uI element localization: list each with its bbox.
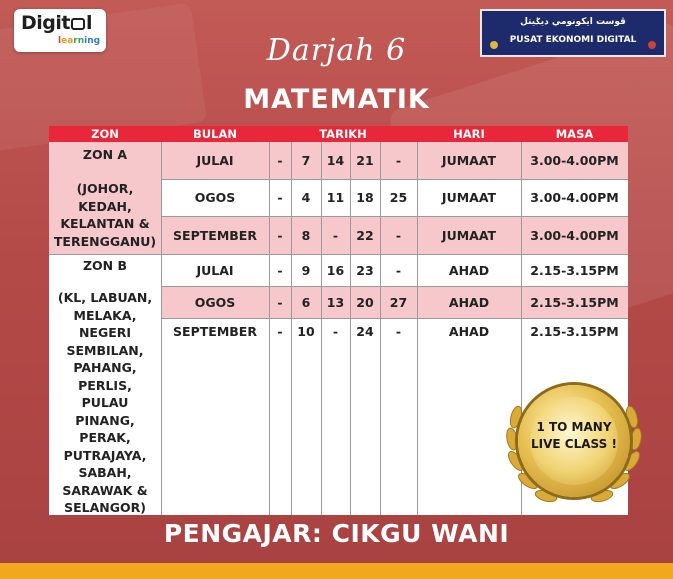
cell-date: -	[395, 262, 402, 278]
cell-bulan: SEPTEMBER	[173, 323, 257, 339]
header-zon: ZON	[91, 127, 119, 141]
logo-wordmark: Digit l	[21, 12, 92, 34]
grade-title: Darjah 6	[266, 33, 407, 68]
cell-date: -	[332, 323, 339, 339]
cell-date: -	[277, 262, 283, 278]
cell-date: 4	[301, 190, 311, 205]
cell-date: -	[332, 227, 339, 243]
cell-date: 20	[356, 294, 374, 310]
cell-bulan: JULAI	[196, 262, 234, 278]
zone-b-name: ZON B	[82, 258, 128, 273]
cell-date: 23	[356, 262, 374, 278]
cell-date: -	[395, 323, 402, 339]
bottom-bar	[0, 563, 673, 579]
teacher-label: PENGAJAR: CIKGU WANI	[163, 519, 510, 548]
cell-hari: JUMAAT	[441, 153, 497, 168]
header-tarikh: TARIKH	[319, 127, 367, 141]
cell-bulan: OGOS	[194, 190, 236, 205]
cell-date: 14	[326, 153, 345, 168]
laptop-icon	[71, 18, 85, 30]
cell-date: 27	[389, 294, 408, 310]
cell-masa: 3.00-4.00PM	[530, 190, 619, 205]
logo-subtitle: learning	[58, 36, 101, 46]
header-masa: MASA	[555, 127, 594, 141]
zone-b-states: (KL, LABUAN, MELAKA, NEGERI SEMBILAN, PAHANG, PERLIS, PULAU PINANG, PERAK, PUTRAJAYA, SABAH, SARAWAK & SELANGOR)	[57, 290, 153, 515]
header-bulan: BULAN	[193, 127, 237, 141]
cell-date: -	[277, 153, 283, 168]
header-hari: HARI	[453, 127, 485, 141]
cell-masa: 2.15-3.15PM	[530, 294, 619, 310]
cell-date: -	[395, 153, 402, 168]
cell-date: 8	[301, 227, 311, 243]
cell-date: -	[277, 294, 283, 310]
cell-date: 6	[301, 294, 311, 310]
cell-date: 24	[356, 323, 374, 339]
cell-date: 11	[326, 190, 345, 205]
cell-bulan: SEPTEMBER	[173, 227, 257, 243]
cell-date: 7	[301, 153, 311, 168]
cell-masa: 3.00-4.00PM	[530, 153, 619, 168]
cell-date: 18	[356, 190, 374, 205]
medal-line-1: 1 TO MANY	[536, 420, 612, 434]
cell-date: 10	[297, 323, 315, 339]
cell-hari: JUMAAT	[441, 190, 497, 205]
cell-date: -	[277, 227, 283, 243]
cell-hari: AHAD	[448, 323, 490, 339]
cell-hari: JUMAAT	[441, 227, 497, 243]
cell-date: 16	[326, 262, 345, 278]
badge-arabic-text: ڤوست ايكونومي ديݢيتل	[520, 17, 626, 27]
cell-date: -	[277, 190, 283, 205]
badge-title: PUSAT EKONOMI DIGITAL	[509, 35, 637, 45]
subject-title: MATEMATIK	[243, 84, 430, 115]
cell-bulan: JULAI	[196, 153, 234, 168]
live-class-medal	[494, 369, 654, 519]
cell-hari: AHAD	[448, 262, 490, 278]
cell-date: 9	[301, 262, 311, 278]
cell-bulan: OGOS	[194, 294, 236, 310]
cell-date: 13	[326, 294, 345, 310]
cell-date: 21	[356, 153, 374, 168]
cell-date: 22	[356, 227, 374, 243]
cell-masa: 2.15-3.15PM	[530, 323, 619, 339]
cell-masa: 2.15-3.15PM	[530, 262, 619, 278]
zone-a-states: (JOHOR, KEDAH, KELANTAN & TERENGGANU)	[53, 181, 157, 249]
medal-line-2: LIVE CLASS !	[531, 437, 617, 451]
cell-date: -	[395, 227, 402, 243]
cell-hari: AHAD	[448, 294, 490, 310]
cell-date: 25	[389, 190, 408, 205]
cell-date: -	[277, 323, 283, 339]
zone-a-name: ZON A	[82, 147, 128, 162]
cell-masa: 3.00-4.00PM	[530, 227, 619, 243]
